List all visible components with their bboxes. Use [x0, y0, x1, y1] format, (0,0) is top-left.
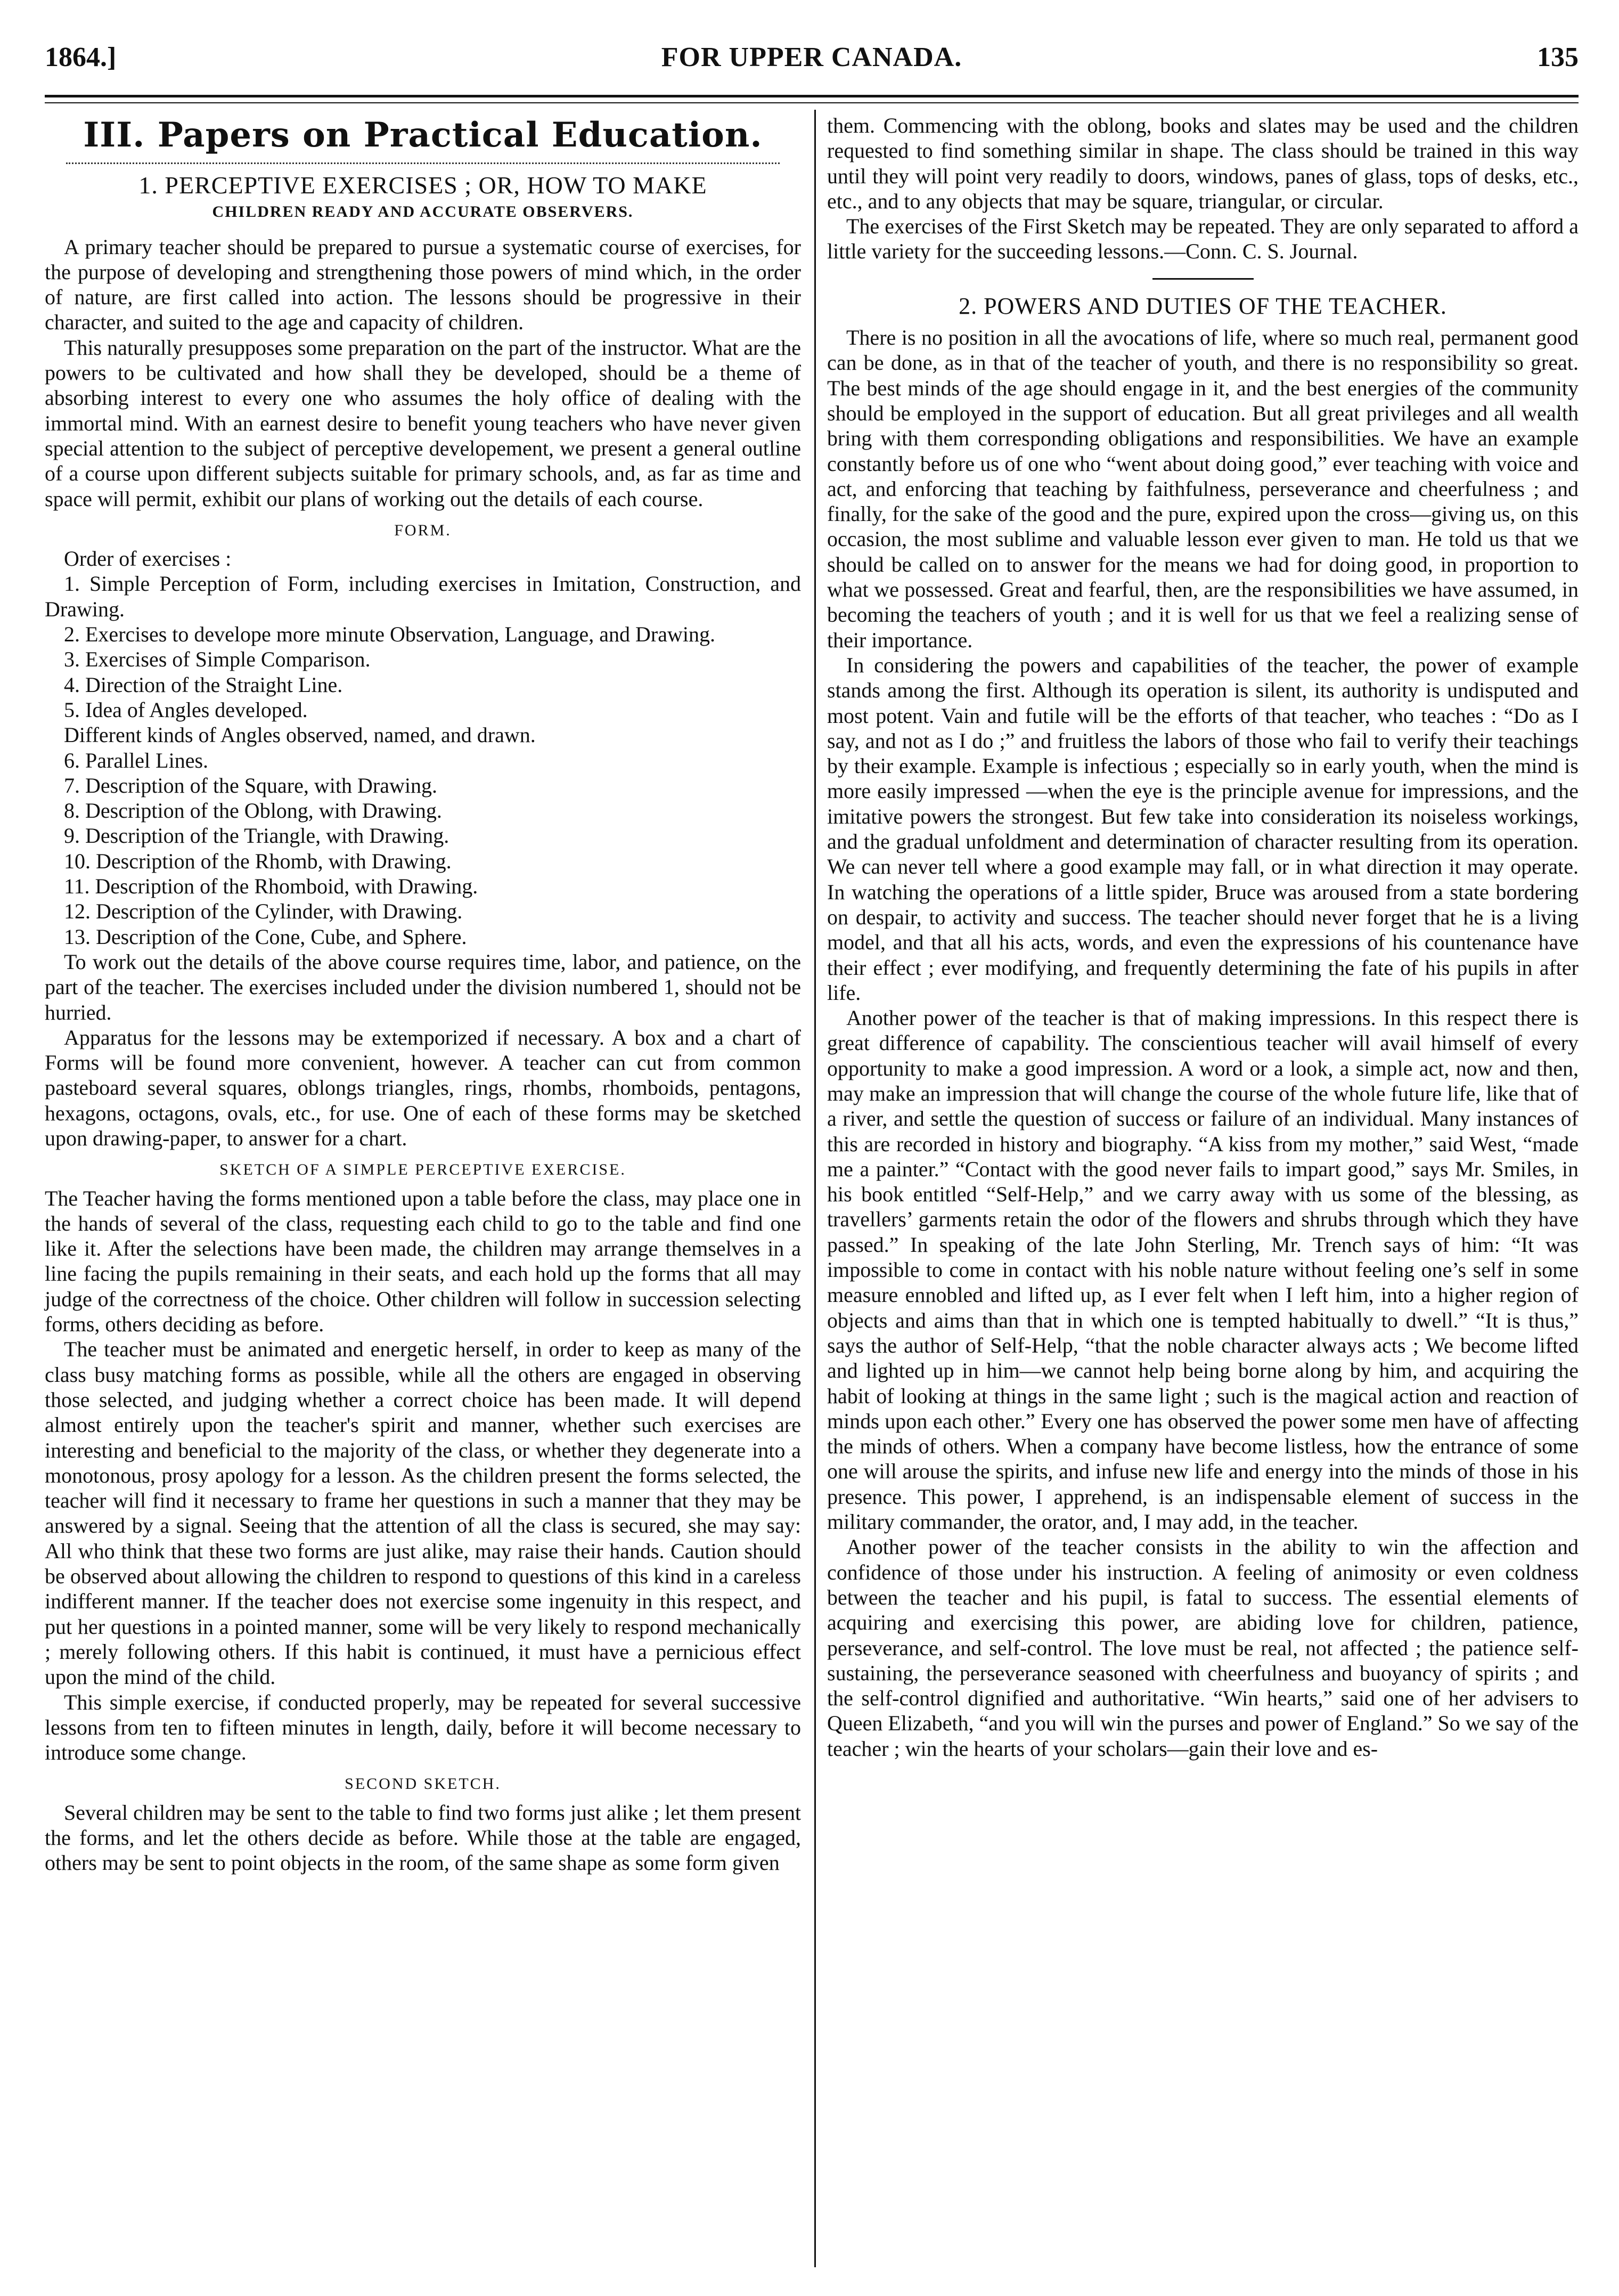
exercise-list-item: 13. Description of the Cone, Cube, and Sphere. [64, 924, 467, 949]
article1-paragraph: This simple exercise, if conducted properly, may be repeated for several successive lessons from ten to fifteen minutes in length, daily, before it will become necessary to introduce some change. [45, 1690, 801, 1765]
exercise-list-item: 10. Description of the Rhomb, with Drawing. [64, 849, 452, 873]
exercise-list-item: 9. Description of the Triangle, with Drawing. [64, 824, 449, 848]
order-label: Order of exercises : [64, 547, 232, 571]
left-column [45, 113, 801, 1876]
right-column [827, 113, 1579, 1761]
exercise-list-item: 12. Description of the Cylinder, with Drawing. [64, 899, 463, 924]
article1-paragraph: The Teacher having the forms mentioned upon a table before the class, may place one in the hands of several of the class, requesting each child to go to the table and find one like it. After the selections have been made, the children may arrange themselves in a line facing the pupils remaining in their seats, and each hold up the forms that all may judge of the correctness of the choice. Other children will follow in succession selecting forms, others deciding as before. [45, 1186, 801, 1337]
exercise-list-item: 11. Description of the Rhomboid, with Drawing. [64, 874, 478, 899]
exercise-list-item: 8. Description of the Oblong, with Drawing. [64, 799, 442, 823]
section-title-ornament-rule [66, 155, 780, 164]
exercise-list-item: Different kinds of Angles observed, named, and drawn. [64, 723, 536, 747]
article1-paragraph: This naturally presupposes some preparation on the part of the instructor. What are the powers to be cultivated and how shall they be developed, should be a theme of absorbing interest to every one who assumes the holy office of dealing with the immortal mind. With an earnest desire to benefit young teachers who have never given special attention to the subject of perceptive developement, we present a general outline of a course upon different subjects suitable for primary schools, and, as far as time and space will permit, exhibit our plans of working out the details of each course. [45, 335, 801, 511]
header-rule-thin [45, 102, 1579, 103]
article1-paragraph: Apparatus for the lessons may be extemporized if necessary. A box and a chart of Forms will be found more convenient, however. A teacher can cut from common pasteboard several squares, oblongs triangles, rings, rhombs, rhomboids, pentagons, hexagons, octagons, ovals, etc., for use. One of each of these forms may be sketched upon drawing-paper, to answer for a chart. [45, 1025, 801, 1150]
sketch-heading: SKETCH OF A SIMPLE PERCEPTIVE EXERCISE. [219, 1161, 626, 1179]
article2-paragraph: Another power of the teacher consists in the ability to win the affection and confidence of those under his instruction. A feeling of animosity or even coldness between the teacher and his pupil, is fatal to success. The essential elements of acquiring and exercising this power, are abiding love for children, patience, perseverance, and self-control. The love must be real, not affected ; the patience self-sustaining, the perseverance seasoned with cheerfulness and buoyancy of spirits ; and the self-control dignified and authoritative. “Win hearts,” said one of her advisers to Queen Elizabeth, “and you will win the purses and power of England.” So we say of the teacher ; win the hearts of your scholars—gain their love and es- [827, 1535, 1579, 1761]
exercise-list-item: 5. Idea of Angles developed. [64, 697, 308, 722]
section-title: III. Papers on Practical Education. [83, 115, 763, 155]
header-publication-title: FOR UPPER CANADA. [661, 42, 962, 72]
exercise-list-item: 3. Exercises of Simple Comparison. [64, 647, 371, 672]
article1-paragraph: A primary teacher should be prepared to pursue a systematic course of exercises, for the purpose of developing and strengthening those powers of mind which, in the order of nature, are first called into action. The lessons should be progressive in their character, and suited to the age and capacity of children. [45, 234, 801, 335]
exercise-list-item: 6. Parallel Lines. [64, 748, 209, 772]
article-separator-rule [1152, 278, 1254, 280]
header-rule-thick [45, 95, 1579, 97]
form-heading: FORM. [394, 521, 452, 539]
article1-paragraph: The teacher must be animated and energetic herself, in order to keep as many of the class busy matching forms as possible, while all the others are engaged in observing those selected, and judging whether a correct choice has been made. It will depend almost entirely upon the teacher's spirit and manner, whether such exercises are interesting and beneficial to the majority of the class, or whether they degenerate into a monotonous, prosy apology for a lesson. As the children present the forms selected, the teacher will find it necessary to frame her questions in such a manner that they may be answered by a signal. Seeing that the attention of all the class is secured, she may say: All who think that these two forms are just alike, may raise their hands. Caution should be observed about allowing the children to respond to questions of this kind in a careless indifferent manner. If the teacher does not exercise some ingenuity in this respect, and put her questions in a pointed manner, some will be very likely to respond mechanically ; merely following others. If this habit is continued, it must have a pernicious effect upon the mind of the child. [45, 1337, 801, 1689]
second-sketch-heading: SECOND SKETCH. [345, 1775, 501, 1793]
running-head [45, 42, 1579, 84]
column-divider [814, 110, 816, 2267]
article1-title: 1. PERCEPTIVE EXERCISES ; OR, HOW TO MAKE [138, 172, 707, 199]
article2-title: 2. POWERS AND DUTIES OF THE TEACHER. [959, 292, 1447, 319]
article1-paragraph-continued: them. Commencing with the oblong, books and slates may be used and the children requested to find something similar in shape. The class should be trained in this way until they will point very readily to doors, windows, panes of glass, tops of desks, etc., etc., and to any objects that may be square, triangular, or circular. [827, 113, 1579, 213]
article1-paragraph: Several children may be sent to the table to find two forms just alike ; let them present the forms, and let the others decide as before. While those at the table are engaged, others may be sent to point objects in the room, of the same shape as some form given [45, 1800, 801, 1875]
article1-subtitle: CHILDREN READY AND ACCURATE OBSERVERS. [212, 203, 634, 221]
article2-paragraph: There is no position in all the avocations of life, where so much real, permanent good can be done, as in that of the teacher of youth, and there is no responsibility so great. The best minds of the age should engage in it, and the best energies of the community should be employed in the support of education. But all great privileges and all wealth bring with them corresponding obligations and responsibilities. We have an example constantly before us of one who “went about doing good,” ever teaching with voice and act, and enforcing that teaching by faithfulness, perseverance and cheerfulness ; and finally, for the sake of the good and the pure, expired upon the cross—giving us, on this occasion, the most sublime and valuable lesson ever given to man. He told us that we should be called on to answer for the means we had for doing good, in proportion to what we possessed. Great and fearful, then, are the responsibilities we have assumed, in becoming the teachers of youth ; and it is well for us that we feel a realizing sense of their importance. [827, 325, 1579, 652]
exercise-list-item: 1. Simple Perception of Form, including exercises in Imitation, Construction, and Drawing. [45, 572, 801, 621]
exercise-list [45, 571, 801, 949]
page-number: 135 [1537, 42, 1579, 72]
article2-paragraph: Another power of the teacher is that of making impressions. In this respect there is great difference of capability. The conscientious teacher will avail himself of every opportunity to make a good impression. A word or a look, a simple act, now and then, may make an impression that will change the course of the whole future life, like that of a river, and settle the question of success or failure of an individual. Many instances of this are recorded in history and biography. “A kiss from my mother,” said West, “made me a painter.” “Contact with the good never fails to impart good,” says Mr. Smiles, in his book entitled “Self-Help,” and we carry away with us some of the blessing, as travellers’ garments retain the odor of the flowers and shrubs through which they have passed.” In speaking of the late John Sterling, Mr. Trench says of him: “It was impossible to come in contact with his noble nature without feeling one’s self in some measure ennobled and lifted up, as I ever felt when I left him, into a higher region of objects and aims than that in which one is tempted habitually to dwell.” “It is thus,” says the author of Self-Help, “that the noble character always acts ; We become lifted and lighted up in him—we cannot help being borne along by him, and acquiring the habit of looking at things in the same light ; such is the magical action and reaction of minds upon each other.” Every one has observed the power some men have of affecting the minds of others. When a company have become listless, how the entrance of some one will arouse the spirits, and infuse new life and energy into the minds of those in his presence. This power, I apprehend, is an indispensable element of success in the military commander, the orator, and, I may add, in the teacher. [827, 1006, 1579, 1534]
exercise-list-item: 7. Description of the Square, with Drawing. [64, 773, 437, 797]
exercise-list-item: 2. Exercises to develope more minute Observation, Language, and Drawing. [64, 622, 715, 647]
article1-paragraph: To work out the details of the above course requires time, labor, and patience, on the part of the teacher. The exercises included under the division numbered 1, should not be hurried. [45, 949, 801, 1024]
article2-paragraph: In considering the powers and capabilities of the teacher, the power of example stands among the first. Although its operation is silent, its authority is undisputed and most potent. Vain and futile will be the efforts of that teacher, who teaches : “Do as I say, and not as I do ;” and fruitless the labors of those who fail to verify their teachings by their example. Example is infectious ; especially so in early youth, when the mind is more easily impressed —when the eye is the principle avenue for impressions, and the imitative powers the strongest. But few take into consideration its noiseless workings, and the gradual unfoldment and determination of character resulting from its operation. We can never tell where a good example may fall, or in what direction it may operate. In watching the operations of a little spider, Bruce was aroused from a state bordering on despair, to activity and success. The teacher should never forget that he is a living model, and that all his acts, words, and even the expressions of his countenance have their effect ; ever modifying, and frequently determining the fate of his pupils in after life. [827, 653, 1579, 1005]
header-date: 1864.] [45, 42, 117, 72]
article1-paragraph: The exercises of the First Sketch may be repeated. They are only separated to afford a little variety for the succeeding lessons.—Conn. C. S. Journal. [827, 214, 1579, 264]
exercise-list-item: 4. Direction of the Straight Line. [64, 672, 343, 697]
